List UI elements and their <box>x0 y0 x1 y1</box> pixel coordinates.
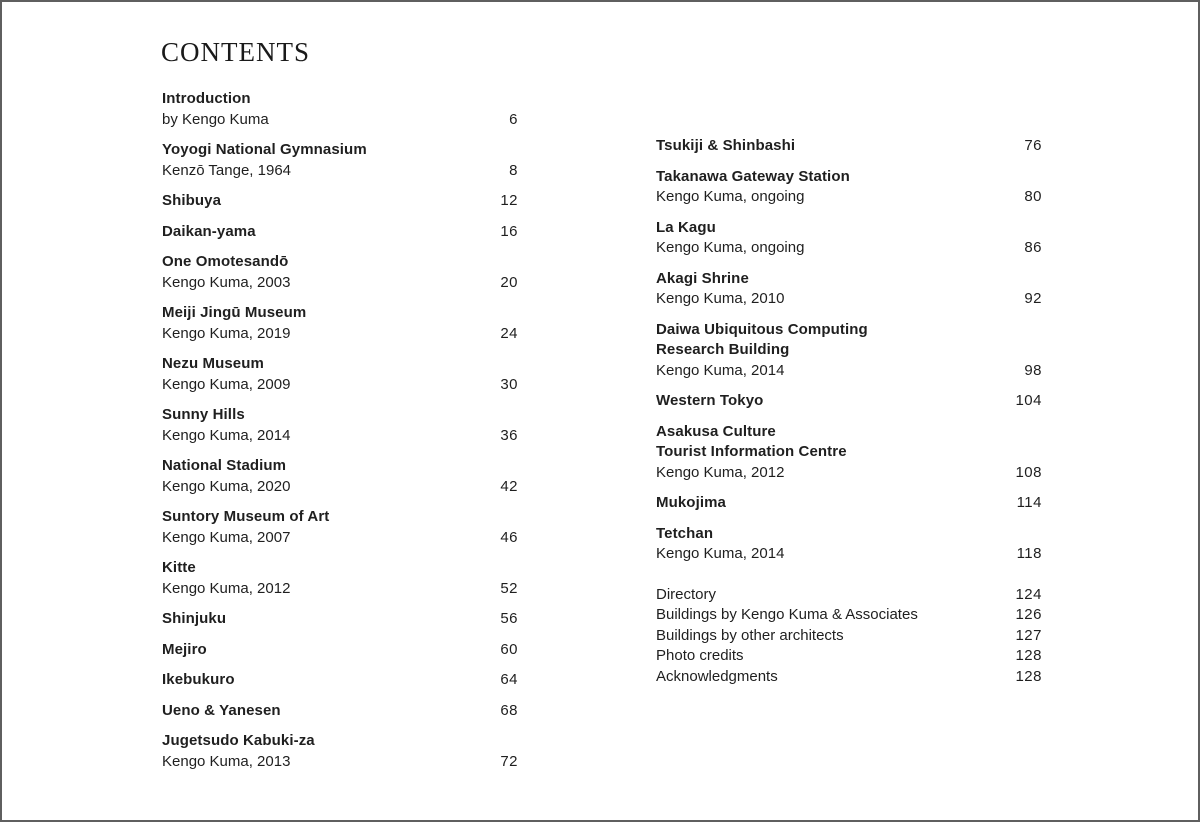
toc-right-column <box>656 136 1042 687</box>
toc-entry <box>656 320 1042 382</box>
toc-entry-title: Mukojima <box>656 494 726 511</box>
toc-entry-subtitle: Kengo Kuma, 2013 <box>162 752 291 770</box>
toc-right-entries <box>656 136 1042 565</box>
toc-entry-page-number: 80 <box>1024 188 1042 205</box>
toc-entry-line <box>656 422 1042 443</box>
toc-entry-line <box>656 391 1042 412</box>
toc-entry-title: Takanawa Gateway Station <box>656 167 850 185</box>
back-matter-page-number: 128 <box>1015 667 1042 685</box>
back-matter-row <box>656 667 1042 688</box>
page-title: CONTENTS <box>161 37 310 67</box>
toc-entry-line <box>162 477 518 498</box>
toc-entry-title: Tetchan <box>656 524 714 542</box>
toc-entry-title: Tsukiji & Shinbashi <box>656 137 796 154</box>
toc-entry-title: Mejiro <box>162 640 207 658</box>
toc-entry <box>162 303 518 344</box>
toc-entry-title: Kitte <box>162 559 196 576</box>
toc-entry-line <box>162 252 518 273</box>
back-matter-page-number: 128 <box>1015 647 1042 664</box>
toc-entry <box>656 218 1042 259</box>
toc-entry-subtitle: Kengo Kuma, 2003 <box>162 273 291 291</box>
toc-entry-subtitle: Kengo Kuma, 2019 <box>162 324 291 342</box>
toc-entry-line <box>656 218 1042 239</box>
toc-entry-line <box>162 752 518 773</box>
toc-entry-page-number: 46 <box>500 528 518 546</box>
toc-entry-line <box>656 238 1042 259</box>
toc-entry-page-number: 104 <box>1015 392 1042 409</box>
toc-entry-line <box>162 558 518 579</box>
toc-entry-subtitle: by Kengo Kuma <box>162 110 269 128</box>
toc-entry-title: One Omotesandō <box>162 253 289 270</box>
toc-entry-subtitle: Kengo Kuma, 2012 <box>162 579 291 597</box>
toc-entry-page-number: 72 <box>500 752 518 770</box>
toc-entry <box>656 524 1042 565</box>
toc-entry-page-number: 20 <box>500 273 518 291</box>
toc-entry-subtitle: Kengo Kuma, 2020 <box>162 477 291 495</box>
toc-entry <box>162 731 518 772</box>
toc-entry-subtitle: Kengo Kuma, ongoing <box>656 239 805 256</box>
toc-entry-page-number: 30 <box>500 375 518 393</box>
toc-entry-line <box>162 140 518 161</box>
toc-entry <box>162 405 518 446</box>
toc-entry-line <box>162 701 518 722</box>
toc-entry-page-number: 118 <box>1016 545 1042 562</box>
toc-entry-line <box>162 731 518 752</box>
toc-entry-line <box>162 161 518 182</box>
toc-entry-title: Shibuya <box>162 192 222 209</box>
toc-entry <box>162 507 518 548</box>
toc-entry-line <box>656 544 1042 565</box>
toc-entry <box>162 222 518 243</box>
toc-entry-page-number: 60 <box>500 640 518 658</box>
toc-entry-title: Asakusa Culture <box>656 422 776 440</box>
toc-entry <box>656 167 1042 208</box>
back-matter-row <box>656 585 1042 606</box>
toc-entry-title: Sunny Hills <box>162 406 245 423</box>
toc-entry-line <box>656 493 1042 514</box>
toc-entry-subtitle: Kengo Kuma, 2014 <box>656 361 785 379</box>
toc-entry <box>162 670 518 691</box>
toc-entry-subtitle: Kengo Kuma, 2010 <box>656 290 785 307</box>
toc-entry-line <box>656 269 1042 290</box>
toc-entry-title: Jugetsudo Kabuki-za <box>162 732 315 749</box>
toc-entry-page-number: 76 <box>1024 137 1042 154</box>
toc-entry <box>656 493 1042 514</box>
toc-entry-title: Yoyogi National Gymnasium <box>162 141 367 158</box>
back-matter-label: Photo credits <box>656 647 744 664</box>
toc-entry-page-number: 68 <box>500 701 518 719</box>
toc-entry-line <box>656 136 1042 157</box>
toc-entry-subtitle: Kengo Kuma, ongoing <box>656 188 805 205</box>
toc-entry-line <box>162 609 518 630</box>
toc-entry-title: Western Tokyo <box>656 392 764 409</box>
toc-entry-line <box>162 375 518 396</box>
back-matter-page-number: 124 <box>1015 585 1042 603</box>
toc-entry-page-number: 108 <box>1015 463 1042 481</box>
toc-entry-title: Daiwa Ubiquitous Computing <box>656 320 868 338</box>
toc-entry-line <box>162 579 518 600</box>
toc-entry-page-number: 64 <box>500 671 518 688</box>
toc-entry-line <box>656 361 1042 382</box>
toc-entry-title: Suntory Museum of Art <box>162 508 330 525</box>
toc-entry-line <box>162 222 518 243</box>
toc-entry-line <box>162 324 518 345</box>
toc-entry-line <box>162 191 518 212</box>
toc-entry-title: Shinjuku <box>162 610 227 627</box>
toc-entry-line <box>656 289 1042 310</box>
back-matter-row <box>656 605 1042 626</box>
toc-entry-line <box>162 405 518 426</box>
toc-entry-line <box>162 354 518 375</box>
toc-entry-page-number: 24 <box>500 324 518 342</box>
toc-entry-page-number: 92 <box>1024 290 1042 307</box>
toc-entry-line <box>656 340 1042 361</box>
toc-entry-line <box>162 303 518 324</box>
toc-entry <box>656 391 1042 412</box>
toc-entry-line <box>162 89 518 110</box>
back-matter-page-number: 126 <box>1015 606 1042 623</box>
toc-entry-line <box>162 528 518 549</box>
toc-entry-subtitle: Kengo Kuma, 2007 <box>162 528 291 546</box>
toc-entry-line <box>656 463 1042 484</box>
back-matter-label: Acknowledgments <box>656 667 778 685</box>
back-matter-row <box>656 626 1042 647</box>
toc-entry-line <box>656 187 1042 208</box>
toc-entry-page-number: 86 <box>1024 239 1042 256</box>
toc-entry-title: Introduction <box>162 90 251 107</box>
toc-entry-page-number: 8 <box>509 161 518 179</box>
toc-left-column <box>162 89 518 782</box>
toc-entry-line <box>162 507 518 528</box>
toc-entry-title: La Kagu <box>656 218 716 236</box>
toc-entry-title: Akagi Shrine <box>656 269 749 287</box>
toc-entry-page-number: 36 <box>500 426 518 444</box>
back-matter-label: Buildings by other architects <box>656 626 844 644</box>
toc-entry-line <box>162 426 518 447</box>
back-matter-label: Buildings by Kengo Kuma & Associates <box>656 606 918 623</box>
toc-entry-line <box>162 670 518 691</box>
back-matter-label: Directory <box>656 585 717 603</box>
toc-entry-page-number: 56 <box>500 610 518 627</box>
toc-entry-line <box>162 110 518 131</box>
toc-entry-title: Nezu Museum <box>162 355 264 372</box>
toc-entry-subtitle: Kengo Kuma, 2009 <box>162 375 291 393</box>
toc-entry-line <box>656 442 1042 463</box>
toc-entry <box>162 89 518 130</box>
back-matter-page-number: 127 <box>1015 626 1042 644</box>
toc-entry-subtitle: Kengo Kuma, 2014 <box>656 545 785 562</box>
toc-entry <box>162 609 518 630</box>
toc-entry-subtitle: Kengo Kuma, 2014 <box>162 426 291 444</box>
toc-entry-title-line2: Tourist Information Centre <box>656 443 847 460</box>
toc-entry-title-line2: Research Building <box>656 341 790 358</box>
back-matter-row <box>656 646 1042 667</box>
toc-entry <box>162 354 518 395</box>
toc-entry <box>162 558 518 599</box>
toc-entry-page-number: 16 <box>500 222 518 240</box>
toc-entry-title: Ikebukuro <box>162 671 235 688</box>
toc-entry-line <box>162 640 518 661</box>
toc-entry-title: National Stadium <box>162 457 287 474</box>
toc-entry-title: Daikan-yama <box>162 222 256 240</box>
toc-entry <box>656 422 1042 484</box>
toc-entry-line <box>162 456 518 477</box>
toc-entry <box>162 191 518 212</box>
toc-entry-subtitle: Kengo Kuma, 2012 <box>656 463 785 481</box>
toc-entry-line <box>656 167 1042 188</box>
toc-entry-page-number: 6 <box>509 110 518 128</box>
toc-back-matter <box>656 585 1042 688</box>
toc-entry-line <box>656 320 1042 341</box>
toc-entry-page-number: 114 <box>1016 494 1042 511</box>
toc-entry <box>162 701 518 722</box>
toc-entry <box>162 140 518 181</box>
toc-entry-page-number: 52 <box>500 579 518 597</box>
toc-entry-page-number: 12 <box>500 192 518 209</box>
toc-entry-subtitle: Kenzō Tange, 1964 <box>162 161 292 179</box>
toc-entry <box>162 456 518 497</box>
toc-entry-page-number: 42 <box>500 477 518 495</box>
toc-entry <box>162 640 518 661</box>
toc-entry-title: Meiji Jingū Museum <box>162 304 307 321</box>
toc-entry <box>656 136 1042 157</box>
toc-entry-page-number: 98 <box>1024 361 1042 379</box>
toc-entry <box>162 252 518 293</box>
toc-entry-line <box>656 524 1042 545</box>
toc-entry <box>656 269 1042 310</box>
toc-entry-title: Ueno & Yanesen <box>162 701 281 719</box>
toc-entry-line <box>162 273 518 294</box>
